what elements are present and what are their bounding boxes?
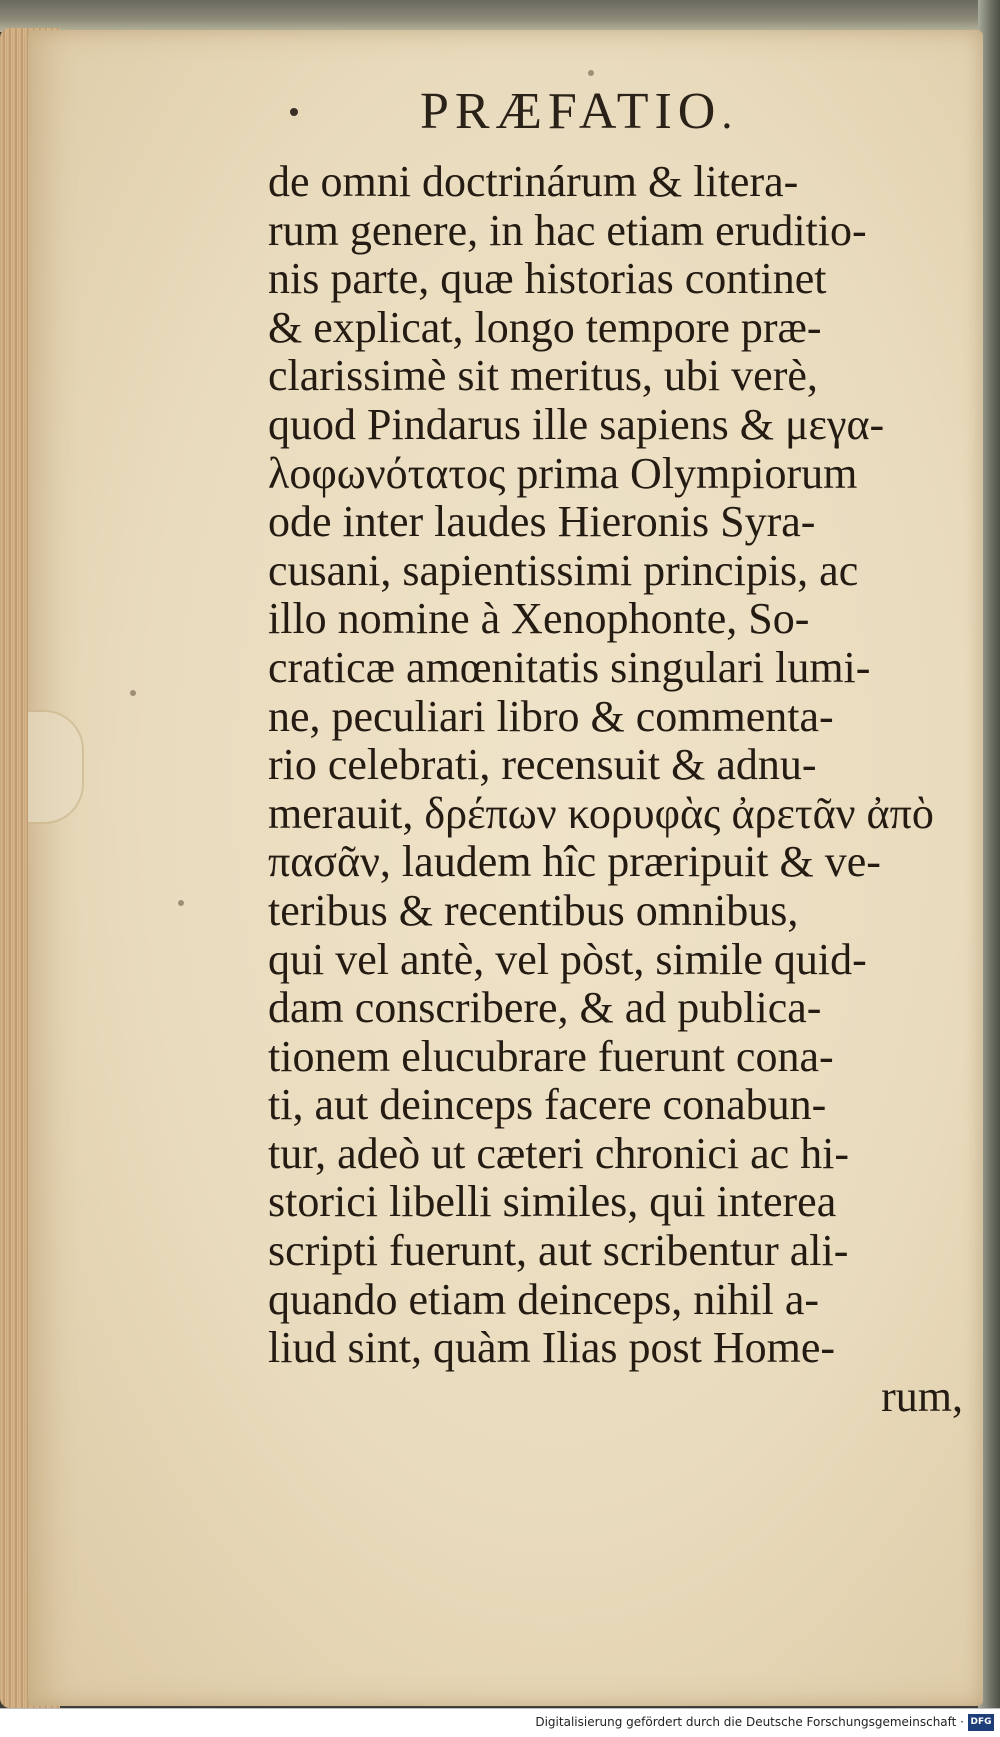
text-line: tionem elucubrare fuerunt cona- bbox=[268, 1032, 834, 1081]
text-line: liud sint, quàm Ilias post Home- bbox=[268, 1324, 836, 1373]
page-mark bbox=[290, 108, 298, 116]
scan-top-border bbox=[0, 0, 1000, 32]
header-mark: . bbox=[721, 89, 739, 138]
paper-speck bbox=[130, 690, 136, 696]
text-line: λοφωνότατος prima Olympiorum bbox=[268, 449, 858, 498]
footer-credit: Digitalisierung gefördert durch die Deutsche Forschungsgemeinschaft · bbox=[535, 1715, 964, 1729]
text-line: & explicat, longo tempore præ- bbox=[268, 303, 822, 352]
text-line: de omni doctrinárum & litera- bbox=[268, 158, 799, 206]
text-line: rum genere, in hac etiam eruditio- bbox=[268, 206, 867, 255]
text-line: teribus & recentibus omnibus, bbox=[268, 886, 799, 935]
digitization-footer bbox=[0, 1708, 1000, 1737]
text-line: clarissimè sit meritus, ubi verè, bbox=[268, 352, 818, 401]
text-line: qui vel antè, vel pòst, simile quid- bbox=[268, 935, 867, 984]
text-line: illo nomine à Xenophonte, So- bbox=[268, 595, 810, 644]
text-line: πασᾶν, laudem hîc præripuit & ve- bbox=[268, 838, 881, 887]
dfg-logo: DFG bbox=[968, 1714, 994, 1731]
running-header bbox=[420, 82, 880, 152]
text-line: ode inter laudes Hieronis Syra- bbox=[268, 498, 816, 547]
text-line: rio celebrati, recensuit & adnu- bbox=[268, 741, 817, 790]
text-line: scripti fuerunt, aut scribentur ali- bbox=[268, 1227, 849, 1276]
text-line: dam conscribere, & ad publica- bbox=[268, 984, 822, 1033]
text-line: merauit, δρέπων κορυφὰς ἀρετᾶν ἀπὸ bbox=[268, 789, 934, 838]
paper-speck bbox=[588, 70, 594, 76]
text-line: storici libelli similes, qui interea bbox=[268, 1178, 837, 1227]
text-line: quando etiam deinceps, nihil a- bbox=[268, 1275, 820, 1324]
page-tab-marker bbox=[28, 710, 84, 824]
catchword: rum, bbox=[881, 1372, 963, 1421]
header-title: PRÆFATIO bbox=[420, 83, 722, 140]
text-line: cusani, sapientissimi principis, ac bbox=[268, 546, 859, 595]
text-line: ti, aut deinceps facere conabun- bbox=[268, 1081, 827, 1130]
text-line: tur, adeò ut cæteri chronici ac hi- bbox=[268, 1129, 850, 1178]
paper-speck bbox=[178, 900, 184, 906]
text-line: quod Pindarus ille sapiens & μεγα- bbox=[268, 400, 885, 449]
text-line: ne, peculiari libro & commenta- bbox=[268, 692, 834, 741]
text-line: nis parte, quæ historias continet bbox=[268, 255, 827, 304]
text-line: craticæ amœnitatis singulari lumi- bbox=[268, 643, 871, 692]
body-text bbox=[268, 158, 973, 1421]
